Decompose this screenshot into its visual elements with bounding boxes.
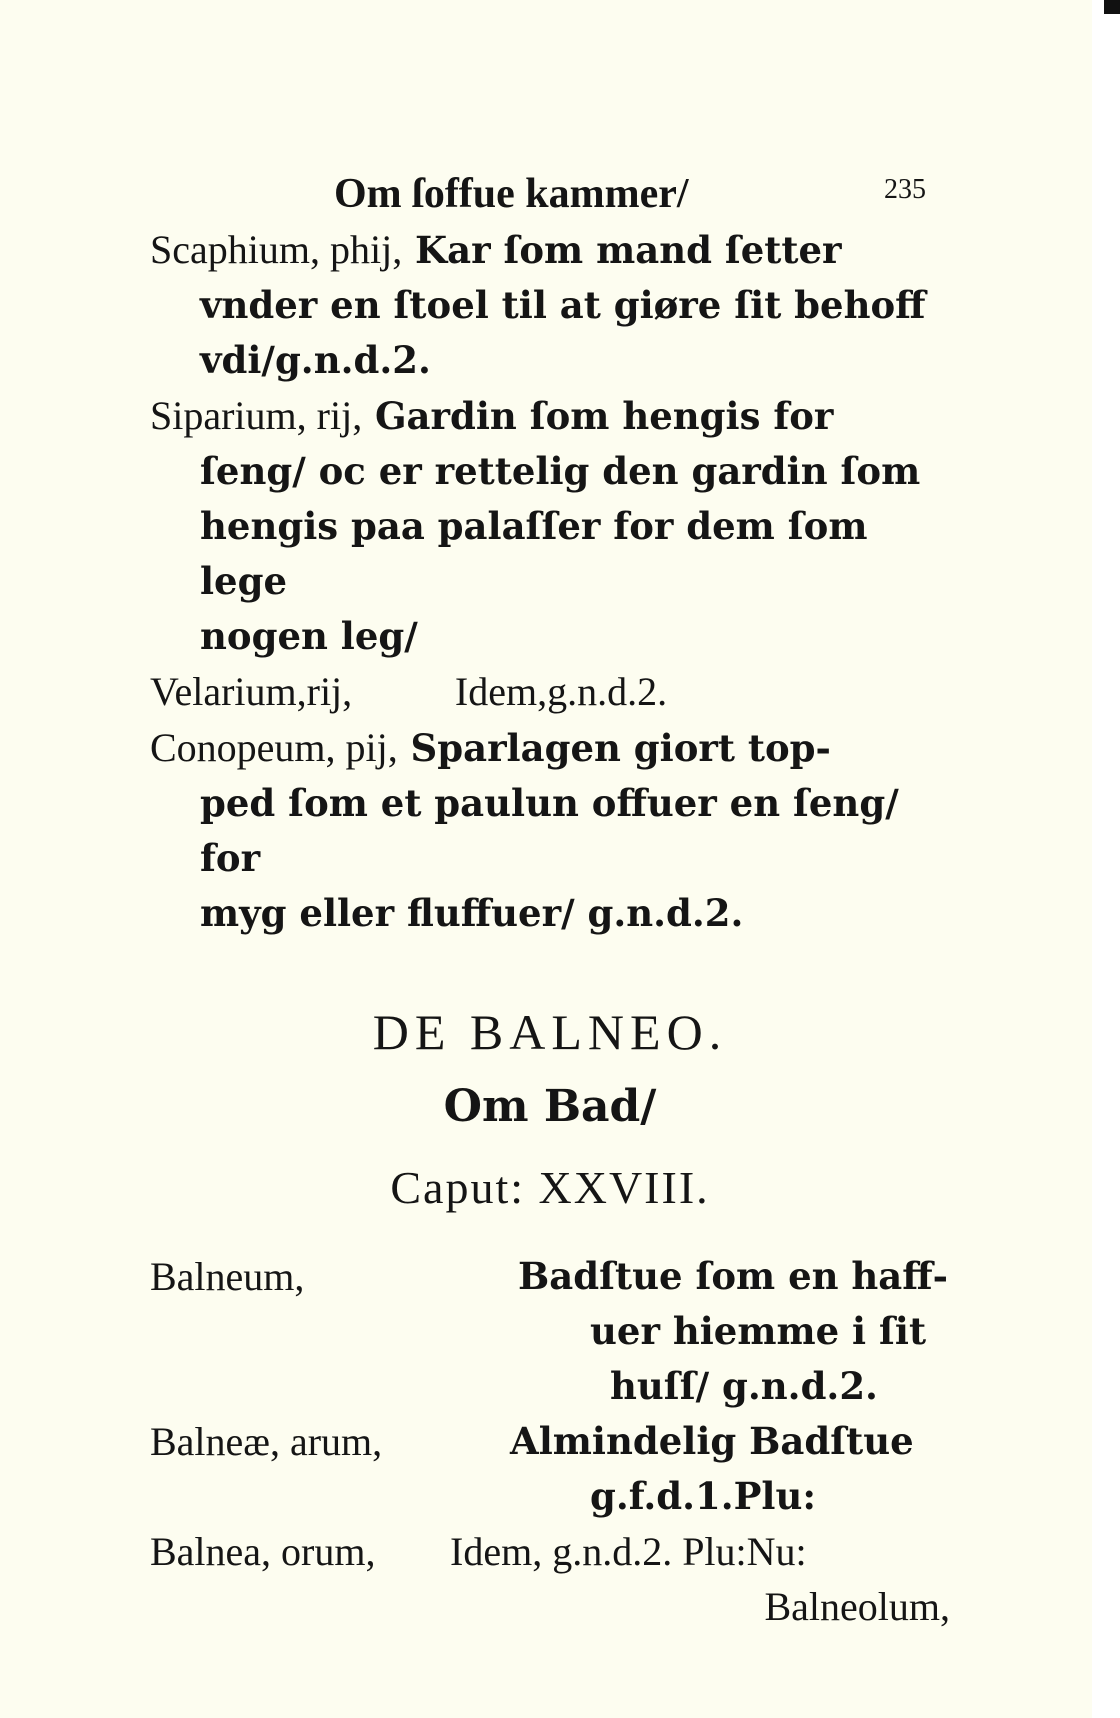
entry-gloss-row: [150, 1579, 950, 1634]
dictionary-entry: [150, 1249, 950, 1304]
entry-gloss-line: ſeng/ oc er rettelig den gardin ſom: [200, 449, 921, 493]
entry-gloss-line: vdi/g.n.d.2.: [200, 338, 431, 382]
dictionary-entry: [150, 388, 950, 444]
entry-gloss-line: Balneolum,: [764, 1584, 950, 1629]
entry-lemma: Balnea, orum,: [150, 1529, 376, 1574]
entry-gloss: Idem,g.n.d.2.: [454, 669, 668, 714]
section-subtitle: Om Bad/: [443, 1081, 657, 1132]
entries-bottom: [150, 1249, 950, 1634]
book-page: [150, 170, 950, 1634]
dictionary-entry: [150, 720, 950, 776]
entry-lemma: Velarium,rij,: [150, 669, 353, 714]
entry-gloss: Almindelig Badſtue: [510, 1419, 914, 1463]
page-header: [150, 170, 950, 222]
entry-gloss: Kar ſom mand ſetter: [414, 228, 842, 272]
entry-gloss: Sparlagen giort top-: [410, 726, 831, 770]
chapter-heading: Caput: XXVIII.: [390, 1162, 710, 1213]
dictionary-entry: [150, 1414, 950, 1469]
entries-top: [150, 222, 950, 941]
entry-lemma: Balneæ, arum,: [150, 1419, 383, 1464]
section-title: DE BALNEO.: [372, 1004, 728, 1060]
entry-lemma: Conopeum, pij,: [150, 725, 398, 770]
entry-gloss-row: [150, 1359, 950, 1414]
entry-gloss-line: g.f.d.1.Plu:: [590, 1474, 817, 1518]
entry-gloss-line: ped ſom et paulun offuer en ſeng/ for: [200, 781, 899, 880]
entry-lemma: Scaphium, phij,: [150, 227, 403, 272]
entry-gloss-line: nogen leg/: [200, 614, 418, 658]
entry-gloss-line: huſſ/ g.n.d.2.: [610, 1364, 878, 1408]
entry-lemma: Balneum,: [150, 1254, 305, 1299]
running-head: Om ſoffue kammer/: [334, 171, 689, 217]
dictionary-entry: [150, 222, 950, 278]
entry-gloss: Idem, g.n.d.2. Plu:Nu:: [450, 1529, 807, 1574]
entry-gloss-row: [150, 1304, 950, 1359]
entry-gloss-line: hengis paa palaſſer for dem ſom lege: [200, 504, 868, 603]
scan-edge-mark: [1104, 0, 1120, 14]
entry-gloss: Gardin ſom hengis for: [374, 394, 834, 438]
entry-gloss: Badſtue ſom en haff-: [518, 1254, 948, 1298]
entry-lemma: Siparium, rij,: [150, 393, 363, 438]
entry-gloss-line: uer hiemme i ſit: [590, 1309, 927, 1353]
dictionary-entry: [150, 1524, 950, 1579]
entry-gloss-line: myg eller fluffuer/ g.n.d.2.: [200, 891, 744, 935]
page-number: 235: [884, 174, 926, 205]
entry-gloss-line: vnder en ſtoel til at giøre ſit behoff: [200, 283, 926, 327]
dictionary-entry: [150, 664, 950, 720]
entry-gloss-row: [150, 1469, 950, 1524]
